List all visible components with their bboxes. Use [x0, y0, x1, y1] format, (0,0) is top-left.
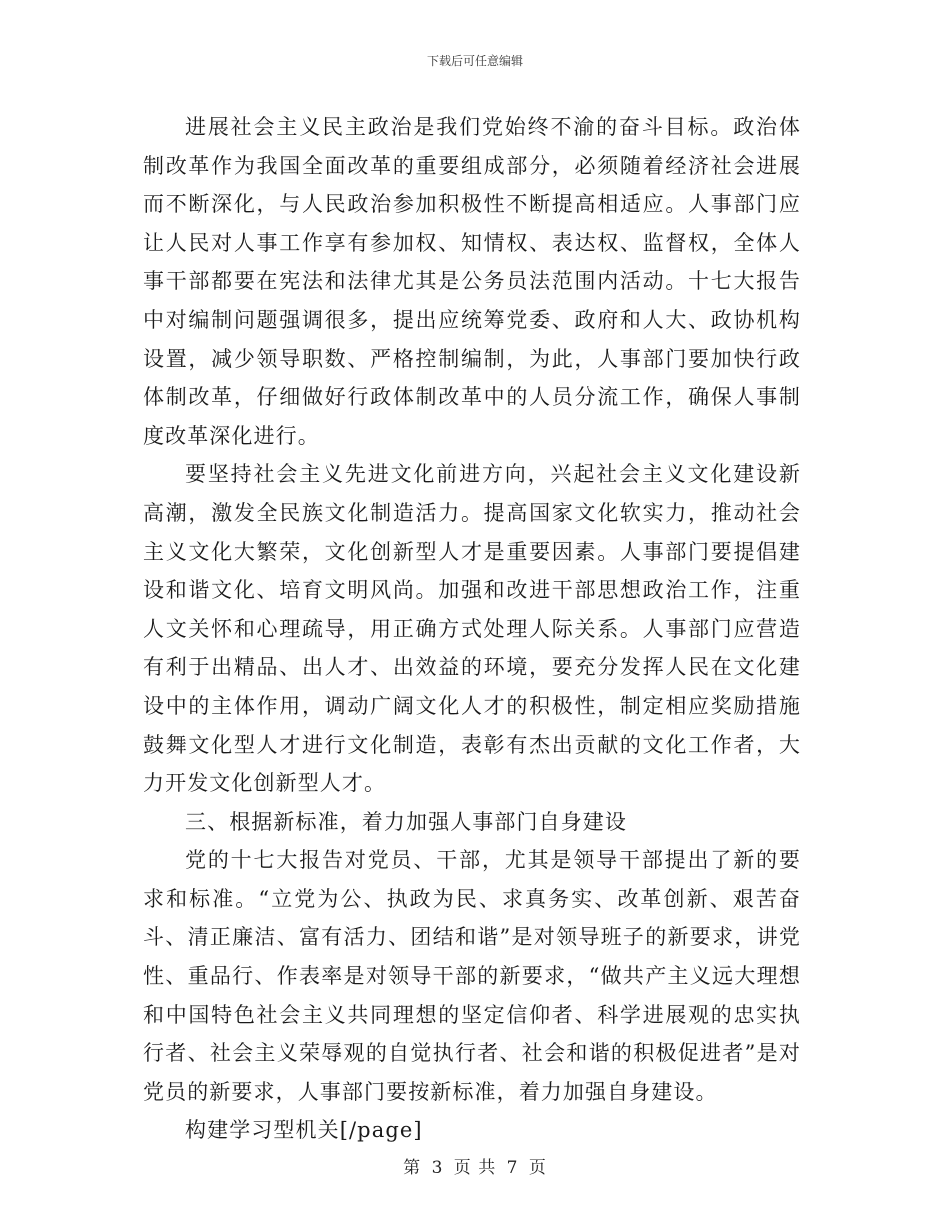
- footer-total-pages: 7: [506, 1158, 519, 1178]
- footer-suffix: 页: [528, 1158, 547, 1178]
- document-body: [143, 108, 801, 1150]
- header-note: 下载后可任意编辑: [426, 54, 523, 68]
- section-heading-three: 三、根据新标准，着力加强人事部门自身建设: [185, 809, 627, 834]
- footer-prefix: 第: [403, 1158, 422, 1178]
- footer-middle: 页 共: [453, 1158, 497, 1178]
- page-number-footer: [0, 1153, 950, 1178]
- footer-current-page: 3: [431, 1158, 444, 1178]
- paragraph-learning-organization: 构建学习型机关[/page]: [185, 1118, 423, 1143]
- paragraph-new-standards: 党的十七大报告对党员、干部，尤其是领导干部提出了新的要求和标准。“立党为公、执政为民、求真务实、改革创新、艰苦奋斗、清正廉洁、富有活力、团结和谐”是对领导班子的新要求，讲党性、重品行、作表率是对领导干部的新要求，“做共产主义远大理想和中国特色社会主义共同理想的坚定信仰者、科学进展观的忠实执行者、社会主义荣辱观的自觉执行者、社会和谐的积极促进者”是对党员的新要求，人事部门要按新标准，着力加强自身建设。: [143, 848, 801, 1104]
- paragraph-political-reform: 进展社会主义民主政治是我们党始终不渝的奋斗目标。政治体制改革作为我国全面改革的重要组成部分，必须随着经济社会进展而不断深化，与人民政治参加积极性不断提高相适应。人事部门应让人民对人事工作享有参加权、知情权、表达权、监督权，全体人事干部都要在宪法和法律尤其是公务员法范围内活动。十七大报告中对编制问题强调很多，提出应统筹党委、政府和人大、政协机构设置，减少领导职数、严格控制编制，为此，人事部门要加快行政体制改革，仔细做好行政体制改革中的人员分流工作，确保人事制度改革深化进行。: [143, 115, 801, 448]
- paragraph-cultural-development: 要坚持社会主义先进文化前进方向，兴起社会主义文化建设新高潮，激发全民族文化制造活力。提高国家文化软实力，推动社会主义文化大繁荣，文化创新型人才是重要因素。人事部门要提倡建设和谐文化、培育文明风尚。加强和改进干部思想政治工作，注重人文关怀和心理疏导，用正确方式处理人际关系。人事部门应营造有利于出精品、出人才、出效益的环境，要充分发挥人民在文化建设中的主体作用，调动广阔文化人才的积极性，制定相应奖励措施鼓舞文化型人才进行文化制造，表彰有杰出贡献的文化工作者，大力开发文化创新型人才。: [143, 462, 801, 796]
